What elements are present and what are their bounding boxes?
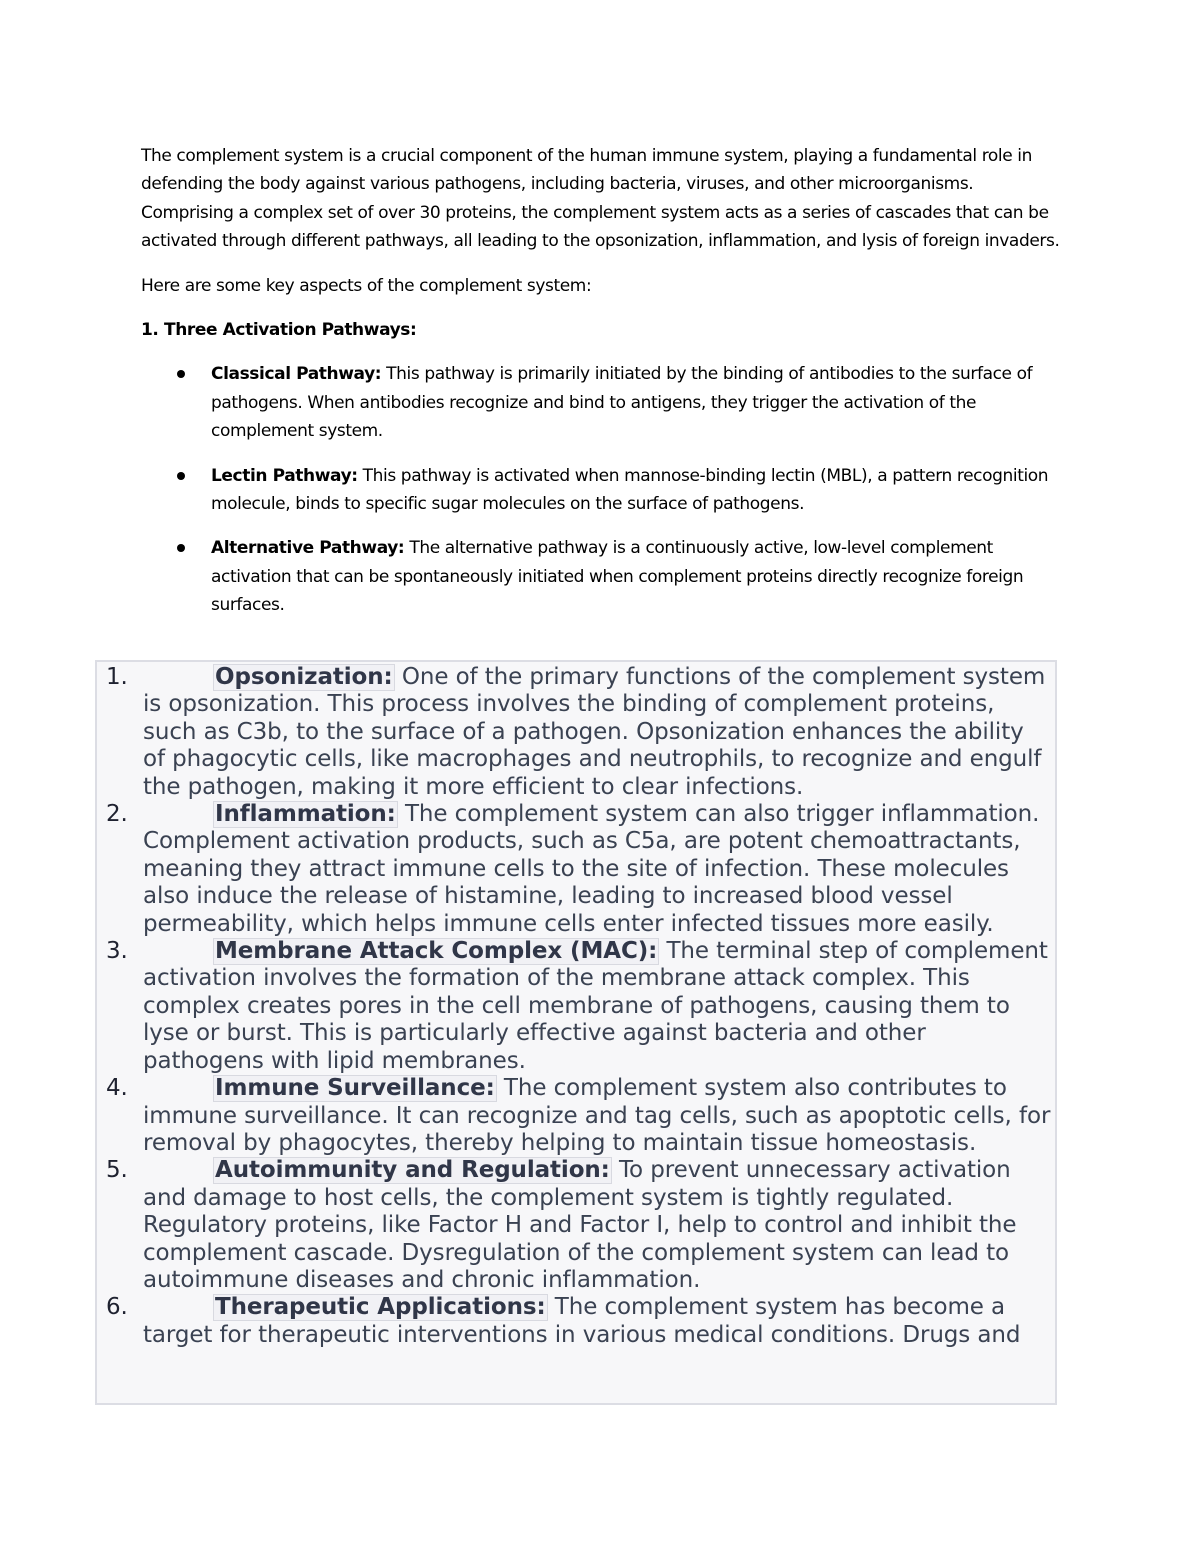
function-text: The complement system can also trigger inflammation. Complement activation products, such as C5a, are potent chemoattractants, meaning they attract immune cells to the site of infection. These molecules also induce the release of histamine, leading to increased blood vessel permeability, which helps immune cells enter infected tissues more easily. [143, 801, 1040, 937]
list-item [97, 1294, 1055, 1349]
function-text: The complement system also contributes to immune surveillance. It can recognize and tag cells, such as apoptotic cells, for removal by phagocytes, thereby helping to maintain tissue homeostasis. [143, 1075, 1051, 1156]
pathway-term: Classical Pathway: [211, 364, 382, 385]
list-item [97, 801, 1055, 938]
pathway-text: The alternative pathway is a continuously active, low-level complement activation that can be spontaneously initiated when complement proteins directly recognize foreign surfaces. [211, 538, 1024, 616]
bullet-icon [177, 472, 185, 480]
intro-lead-in: Here are some key aspects of the complement system: [141, 275, 592, 296]
function-term: Therapeutic Applications: [215, 1294, 546, 1321]
function-term: Inflammation: [215, 801, 396, 828]
pathway-term: Alternative Pathway: [211, 538, 405, 559]
list-number: 4. [106, 1075, 128, 1102]
function-text: To prevent unnecessary activation and damage to host cells, the complement system is tightly regulated. Regulatory proteins, like Factor H and Factor I, help to control and inhibit the complement cascade. Dysregulation of the complement system can lead to autoimmune diseases and chronic inflammation. [143, 1157, 1017, 1293]
list-item [97, 1157, 1055, 1294]
list-number: 6. [106, 1294, 128, 1321]
list-number: 5. [106, 1157, 128, 1184]
bullet-icon [177, 370, 185, 378]
pathways-list [141, 360, 1061, 619]
function-term: Immune Surveillance: [215, 1075, 495, 1102]
function-term: Membrane Attack Complex (MAC): [215, 938, 658, 965]
bullet-icon [177, 544, 185, 552]
list-item [97, 938, 1055, 1075]
document-body [141, 142, 1061, 636]
list-number: 2. [106, 801, 128, 828]
function-term: Autoimmunity and Regulation: [215, 1157, 610, 1184]
list-item [141, 360, 1061, 445]
intro-paragraph: The complement system is a crucial component of the human immune system, playing a fundamental role in defending the body against various pathogens, including bacteria, viruses, and other microorganisms. Comprising a complex set of over 30 proteins, the complement system acts as a series of cascades that can be activated through different pathways, all leading to the opsonization, inflammation, and lysis of foreign invaders. [141, 146, 1060, 252]
pathway-text: This pathway is activated when mannose-binding lectin (MBL), a pattern recognition molecule, binds to specific sugar molecules on the surface of pathogens. [211, 465, 1049, 515]
functions-list [97, 662, 1055, 1349]
list-item [141, 534, 1061, 619]
function-term: Opsonization: [215, 664, 393, 690]
function-text: One of the primary functions of the complement system is opsonization. This process involves the binding of complement proteins, such as C3b, to the surface of a pathogen. Opsonization enhances the ability of phagocytic cells, like macrophages and neutrophils, to recognize and engulf the pathogen, making it more efficient to clear infections. [143, 664, 1046, 800]
list-item [97, 664, 1055, 801]
pathway-text: This pathway is primarily initiated by the binding of antibodies to the surface of pathogens. When antibodies recognize and bind to antigens, they trigger the activation of the complement system. [211, 364, 1033, 442]
function-text: The complement system has become a target for therapeutic interventions in various medical conditions. Drugs and [143, 1294, 1021, 1348]
list-item [141, 462, 1061, 519]
pathways-heading: 1. Three Activation Pathways: [141, 320, 417, 341]
list-number: 3. [106, 938, 128, 965]
pathway-term: Lectin Pathway: [211, 465, 358, 486]
list-number: 1. [106, 664, 128, 690]
functions-box [95, 660, 1057, 1405]
list-item [97, 1075, 1055, 1157]
function-text: The terminal step of complement activation involves the formation of the membrane attack complex. This complex creates pores in the cell membrane of pathogens, causing them to lyse or burst. This is particularly effective against bacteria and other pathogens with lipid membranes. [143, 938, 1048, 1074]
